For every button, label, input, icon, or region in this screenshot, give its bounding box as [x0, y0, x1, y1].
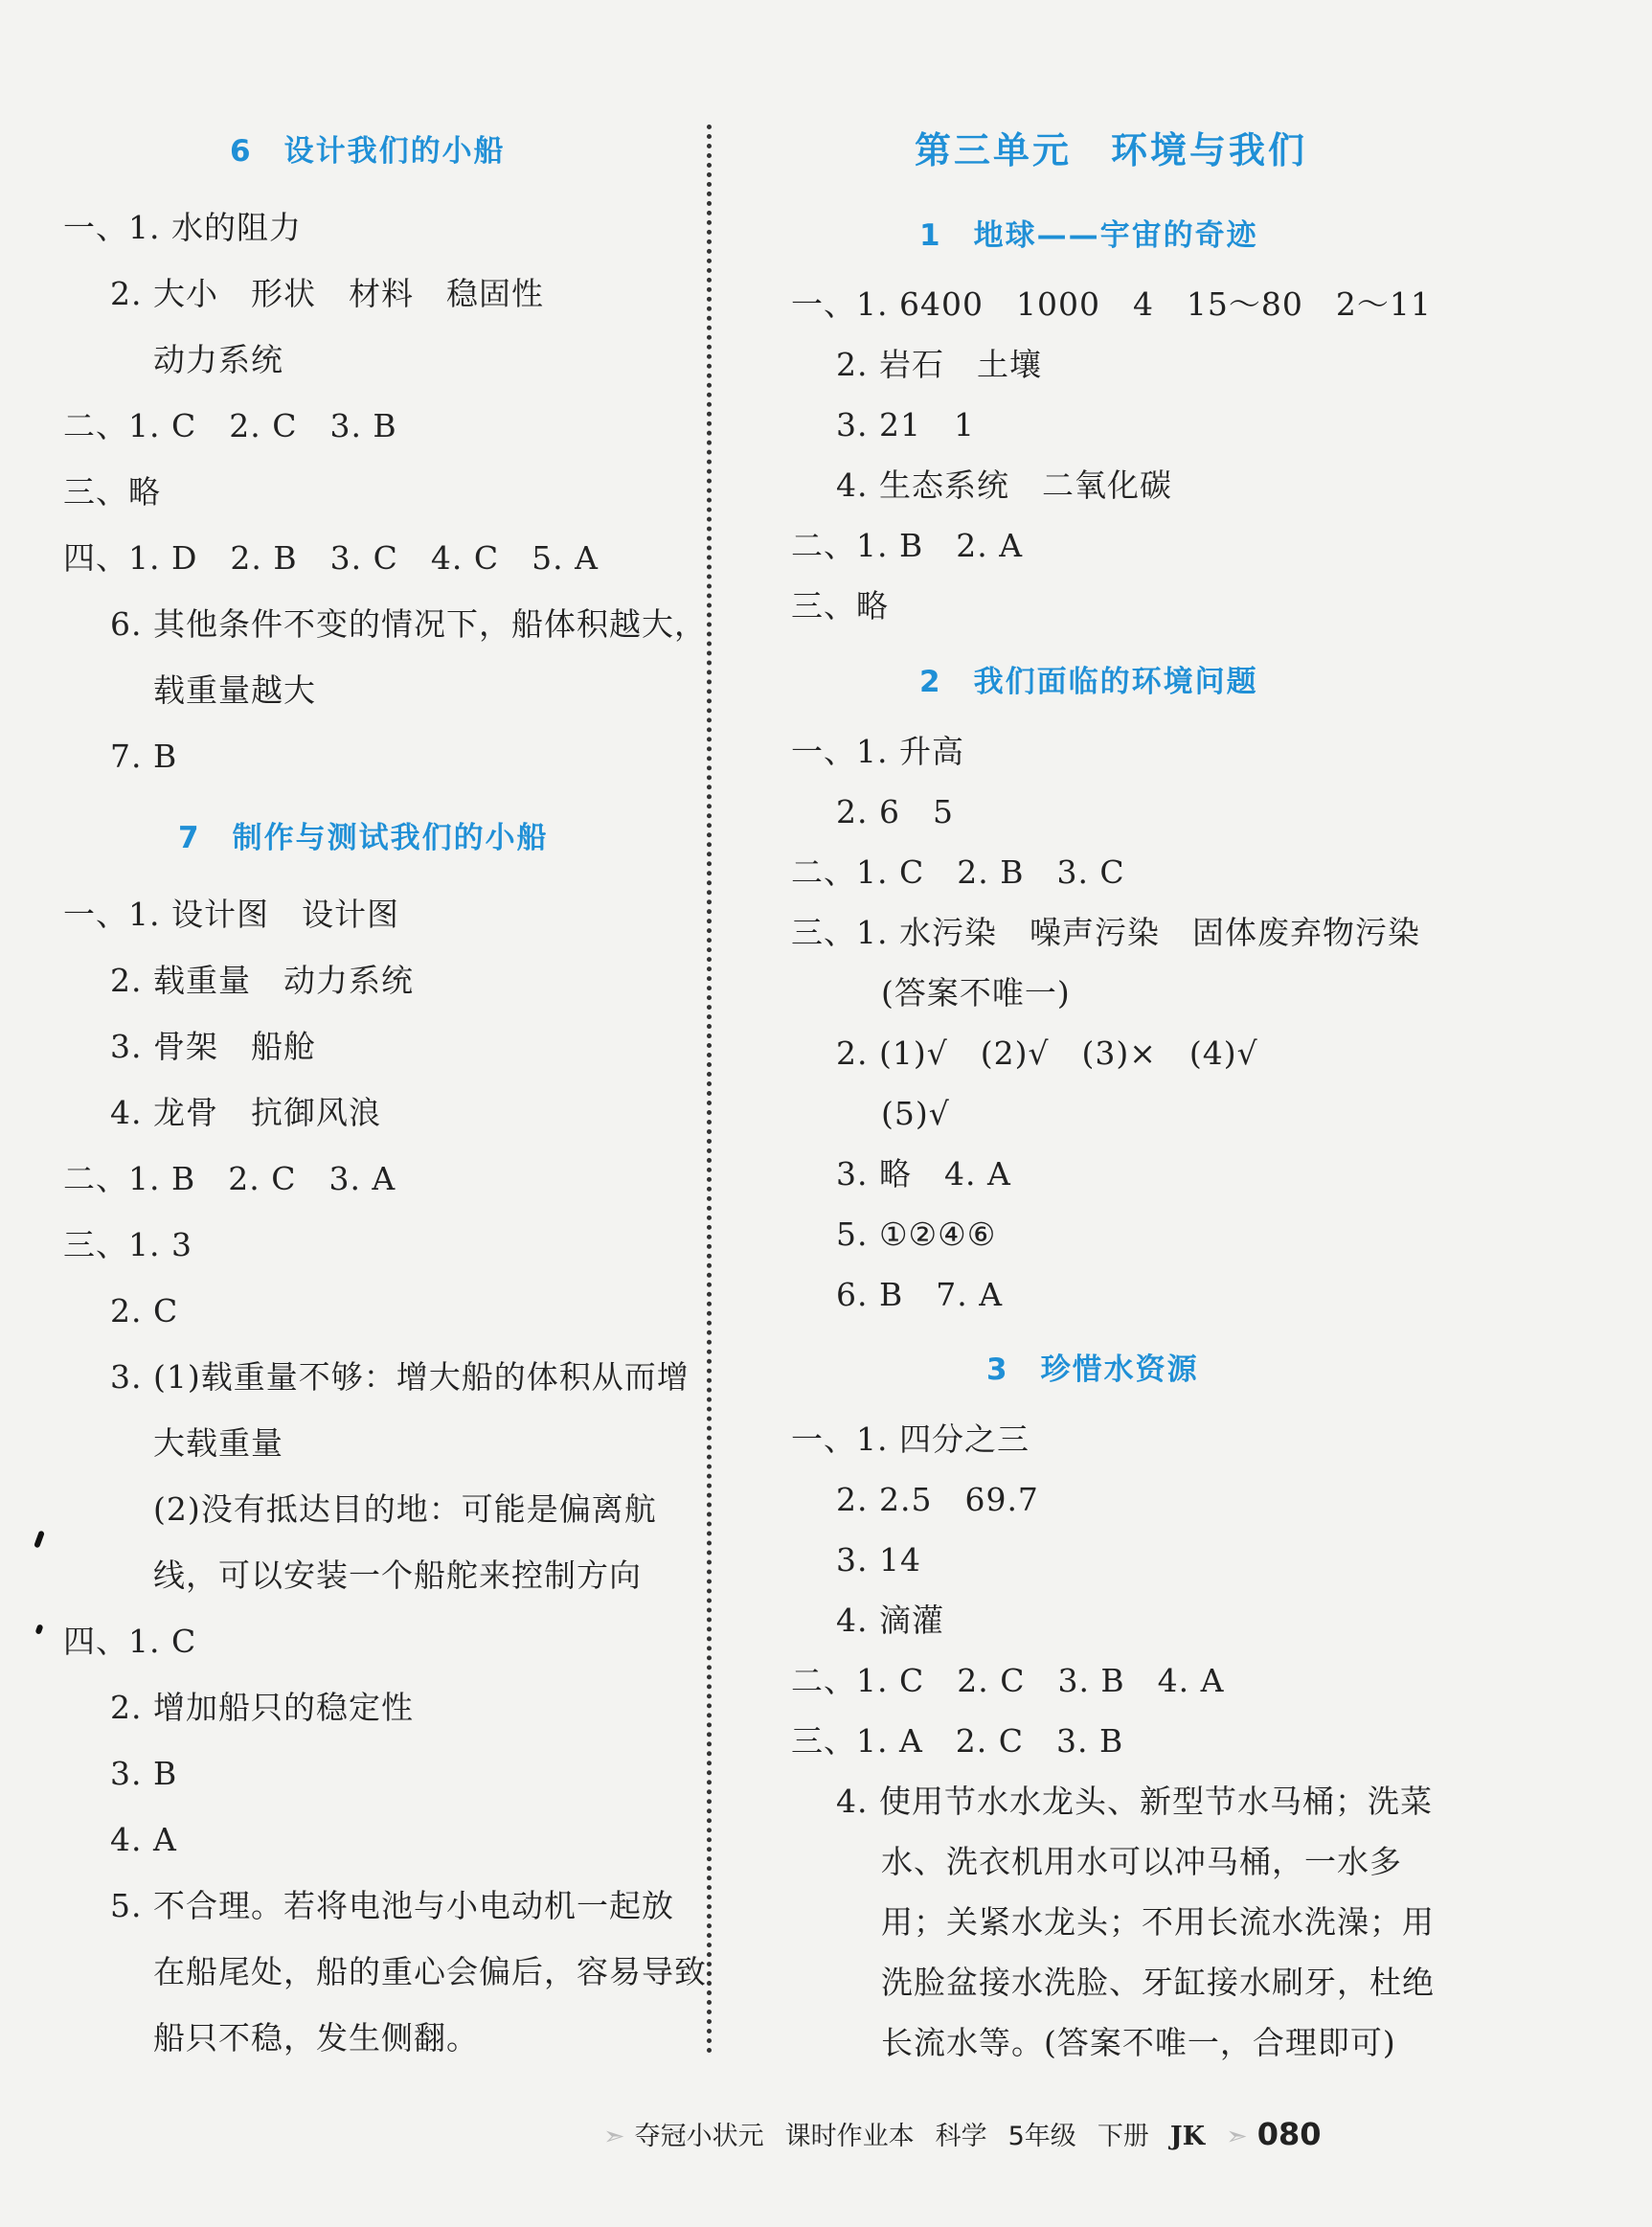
- answer-line: 动力系统: [153, 341, 283, 378]
- page-footer: [603, 2115, 1321, 2156]
- answer-line: 三、1. 水污染 噪声污染 固体废弃物污染: [791, 914, 1420, 951]
- answer-line: 5. 不合理。若将电池与小电动机一起放: [110, 1887, 674, 1924]
- answer-line: 4. 生态系统 二氧化碳: [836, 466, 1172, 504]
- answer-line: 二、1. C 2. C 3. B: [63, 407, 397, 444]
- answer-line: 二、1. C 2. C 3. B 4. A: [791, 1662, 1225, 1699]
- answer-line: (答案不唯一): [881, 974, 1071, 1011]
- answer-line: 用；关紧水龙头；不用长流水洗澡；用: [881, 1903, 1435, 1941]
- footer-subject: 科学: [935, 2122, 987, 2151]
- answer-line: 4. 滴灌: [836, 1602, 944, 1639]
- footer-edition: JK: [1169, 2122, 1206, 2151]
- section-2-title: 2 我们面临的环境问题: [919, 665, 1258, 699]
- answer-line: 2. (1)√ (2)√ (3)× (4)√: [836, 1034, 1258, 1072]
- answer-line: 三、1. 3: [63, 1226, 192, 1263]
- answer-line: 3. 14: [836, 1541, 921, 1579]
- answer-line: 线，可以安装一个船舵来控制方向: [153, 1557, 642, 1594]
- footer-volume: 下册: [1097, 2122, 1149, 2151]
- answer-line: 长流水等。(答案不唯一，合理即可): [881, 2024, 1396, 2061]
- answer-line: 6. 其他条件不变的情况下，船体积越大，: [110, 605, 707, 643]
- answer-line: 4. A: [110, 1821, 177, 1858]
- answer-line: 三、略: [63, 473, 161, 511]
- answer-line: 洗脸盆接水洗脸、牙缸接水刷牙，杜绝: [881, 1964, 1435, 2001]
- answer-line: 3. 21 1: [836, 406, 975, 443]
- answer-line: (2)没有抵达目的地：可能是偏离航: [153, 1490, 657, 1528]
- answer-line: 四、1. C: [63, 1623, 197, 1660]
- answer-line: 一、1. 升高: [791, 733, 964, 770]
- answer-line: 2. C: [110, 1292, 179, 1329]
- answer-line: 4. 龙骨 抗御风浪: [110, 1094, 381, 1131]
- answer-line: 3. 略 4. A: [836, 1155, 1011, 1193]
- answer-line: 船只不稳，发生侧翻。: [153, 2019, 479, 2057]
- footer-series: 夺冠小状元: [634, 2122, 764, 2151]
- answer-line: 3. (1)载重量不够：增大船的体积从而增: [110, 1358, 690, 1396]
- ink-mark: [34, 1531, 45, 1549]
- answer-line: (5)√: [881, 1095, 950, 1132]
- answer-line: 6. B 7. A: [836, 1276, 1004, 1313]
- answer-line: 一、1. 设计图 设计图: [63, 896, 399, 933]
- section-3-title: 3 珍惜水资源: [986, 1352, 1199, 1387]
- answer-line: 5. ①②④⑥: [836, 1216, 997, 1253]
- answer-line: 二、1. C 2. B 3. C: [791, 853, 1125, 891]
- answer-line: 2. 6 5: [836, 793, 954, 830]
- answer-line: 三、略: [791, 587, 889, 625]
- answer-line: 载重量越大: [153, 671, 316, 709]
- unit-title: 第三单元 环境与我们: [915, 129, 1308, 171]
- section-1-title: 1 地球——宇宙的奇迹: [919, 218, 1258, 253]
- answer-line: 水、洗衣机用水可以冲马桶，一水多: [881, 1843, 1402, 1880]
- answer-line: 2. 增加船只的稳定性: [110, 1689, 414, 1726]
- section-7-title: 7 制作与测试我们的小船: [178, 821, 549, 855]
- answer-line: 7. B: [110, 738, 178, 775]
- footer-book: 课时作业本: [784, 2122, 915, 2151]
- answer-line: 二、1. B 2. C 3. A: [63, 1160, 396, 1197]
- page-number: 080: [1256, 2116, 1322, 2152]
- answer-line: 2. 大小 形状 材料 稳固性: [110, 275, 544, 312]
- answer-line: 三、1. A 2. C 3. B: [791, 1722, 1124, 1760]
- answer-line: 一、1. 四分之三: [791, 1420, 1030, 1458]
- footer-arrow-icon: ➣: [1226, 2122, 1248, 2151]
- answer-line: 3. 骨架 船舱: [110, 1028, 316, 1065]
- answer-line: 2. 载重量 动力系统: [110, 962, 414, 999]
- answer-line: 大载重量: [153, 1424, 283, 1462]
- answer-line: 一、1. 6400 1000 4 15～80 2～11: [791, 285, 1432, 323]
- answer-line: 在船尾处，船的重心会偏后，容易导致: [153, 1953, 707, 1990]
- answer-line: 2. 岩石 土壤: [836, 346, 1042, 383]
- footer-grade: 5年级: [1007, 2122, 1076, 2151]
- footer-arrow-icon: ➣: [603, 2122, 625, 2151]
- answer-line: 一、1. 水的阻力: [63, 209, 302, 246]
- answer-line: 二、1. B 2. A: [791, 527, 1024, 564]
- answer-line: 四、1. D 2. B 3. C 4. C 5. A: [63, 539, 599, 577]
- column-divider: [707, 125, 712, 2055]
- answer-line: 2. 2.5 69.7: [836, 1481, 1039, 1518]
- answer-line: 4. 使用节水水龙头、新型节水马桶；洗菜: [836, 1783, 1433, 1820]
- answer-line: 3. B: [110, 1755, 178, 1792]
- section-6-title: 6 设计我们的小船: [230, 134, 506, 169]
- ink-mark: [34, 1624, 43, 1634]
